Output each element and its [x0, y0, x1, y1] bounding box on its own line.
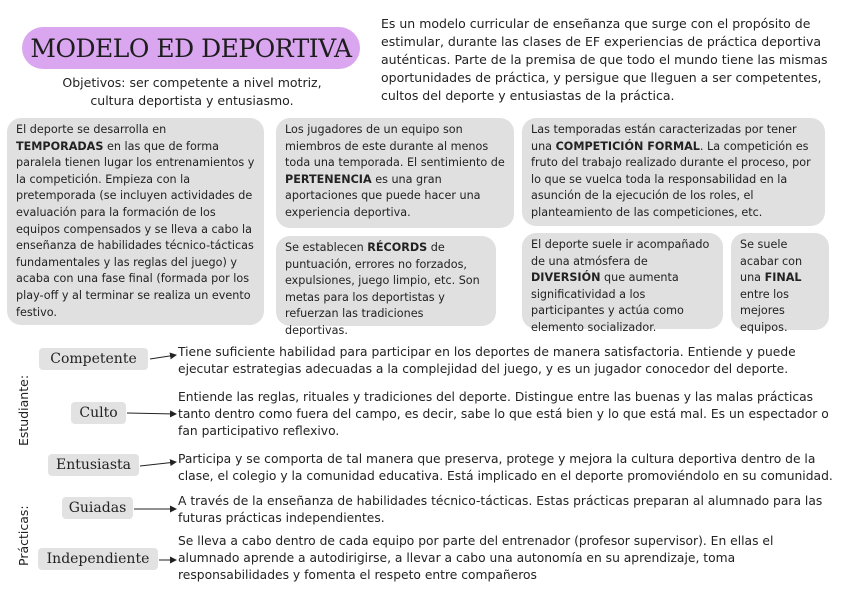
box-text: El deporte se desarrolla en [16, 123, 167, 136]
box-text: es una gran aportaciones que puede hacer una experiencia deportiva. [285, 172, 481, 219]
box-text: que aumenta significatividad a los participantes y actúa como elemento socializador. [531, 271, 684, 334]
arrow-entusiasta [140, 462, 176, 466]
box-text: en las que de forma paralela tienen lugar los entrenamientos y la competición. Empieza con la pretemporada (se incluyen actividades de evaluación para la formación de los equipos compensados y se lleva a cabo la enseñanza de habilidades técnico-tácticas fundamentales y las reglas del juego) y acaba con una fase final (formada por los play-off y al terminar se realiza un evento festivo. [16, 139, 255, 319]
box-text: entre los mejores equipos. [740, 287, 789, 334]
box-text: El deporte suele ir acompañado de una atmósfera de [531, 238, 710, 268]
page-title: MODELO ED DEPORTIVA [30, 33, 352, 63]
box-text: Se suele acabar con una [740, 238, 803, 285]
box-keyword: FINAL [764, 271, 802, 285]
desc-guiadas: A través de la enseñanza de habilidades técnico-tácticas. Estas prácticas preparan al alumnado para las futuras prácticas independientes. [178, 494, 823, 525]
arrow-competente [150, 355, 176, 359]
desc-competente: Tiene suficiente habilidad para participar en los deportes de manera satisfactoria. Entiende y puede ejecutar estrategias adecuadas a la complejidad del juego, y es un jugador conocedor del deporte. [178, 345, 796, 376]
arrow-culto [127, 413, 176, 414]
desc-culto: Entiende las reglas, rituales y tradiciones del deporte. Distingue entre las buenas y las malas prácticas tanto dentro como fuera del campo, es decir, sabe lo que está bien y lo que está mal. Es un espectador o fan participativo reflexivo. [178, 390, 829, 438]
box-text: Se establecen [285, 241, 368, 254]
intro-paragraph: Es un modelo curricular de enseñanza que surge con el propósito de estimular, durante las clases de EF experiencias de práctica deportiva auténticas. Parte de la premisa de que todo el mundo tiene las mismas oportunidades de práctica, y persigue que lleguen a ser competentes, cultos del deporte y entusiastas de la práctica. [381, 16, 828, 103]
desc-entusiasta: Participa y se comporta de tal manera que preserva, protege y mejora la cultura deportiva dentro de la clase, el colegio y la comunidad educativa. Está implicado en el deporte promoviéndolo en su comunidad. [178, 452, 833, 483]
box-text: Los jugadores de un equipo son miembros de este durante al menos toda una temporada. El sentimiento de [285, 123, 505, 170]
box-text: de puntuación, errores no forzados, expulsiones, juego limpio, etc. Son metas para los deportistas y refuerzan las tradiciones deportivas. [285, 241, 480, 337]
tag-entusiasta: Entusiasta [48, 454, 139, 476]
tag-culto: Culto [71, 402, 126, 424]
label-estudiante: Estudiante: [16, 374, 31, 446]
box-keyword: TEMPORADAS [16, 139, 104, 153]
tag-independiente: Independiente [38, 548, 158, 570]
objectives-text: Objetivos: ser competente a nivel motriz, cultura deportista y entusiasmo. [62, 75, 322, 108]
tag-guiadas: Guiadas [62, 497, 133, 519]
box-text: . La competición es fruto del trabajo realizado durante el proceso, por lo que se vuelca toda la responsabilidad en la asunción de la ejecución de los roles, el planteamiento de las competiciones, etc. [531, 139, 811, 219]
label-practicas: Prácticas: [16, 505, 31, 566]
box-text: Las temporadas están caracterizadas por tener una [531, 123, 797, 153]
tag-competente: Competente [39, 348, 148, 370]
box-keyword: RÉCORDS [367, 241, 428, 254]
box-keyword: DIVERSIÓN [531, 271, 601, 285]
box-keyword: COMPETICIÓN FORMAL [555, 139, 700, 153]
desc-independiente: Se lleva a cabo dentro de cada equipo por parte del entrenador (profesor supervisor). En ellas el alumnado aprende a autodirigirse, a llevar a cabo una autonomía en su aprendizaje, toma responsabilidades y fomenta el respeto entre compañeros [178, 534, 774, 582]
box-keyword: PERTENENCIA [285, 172, 372, 186]
